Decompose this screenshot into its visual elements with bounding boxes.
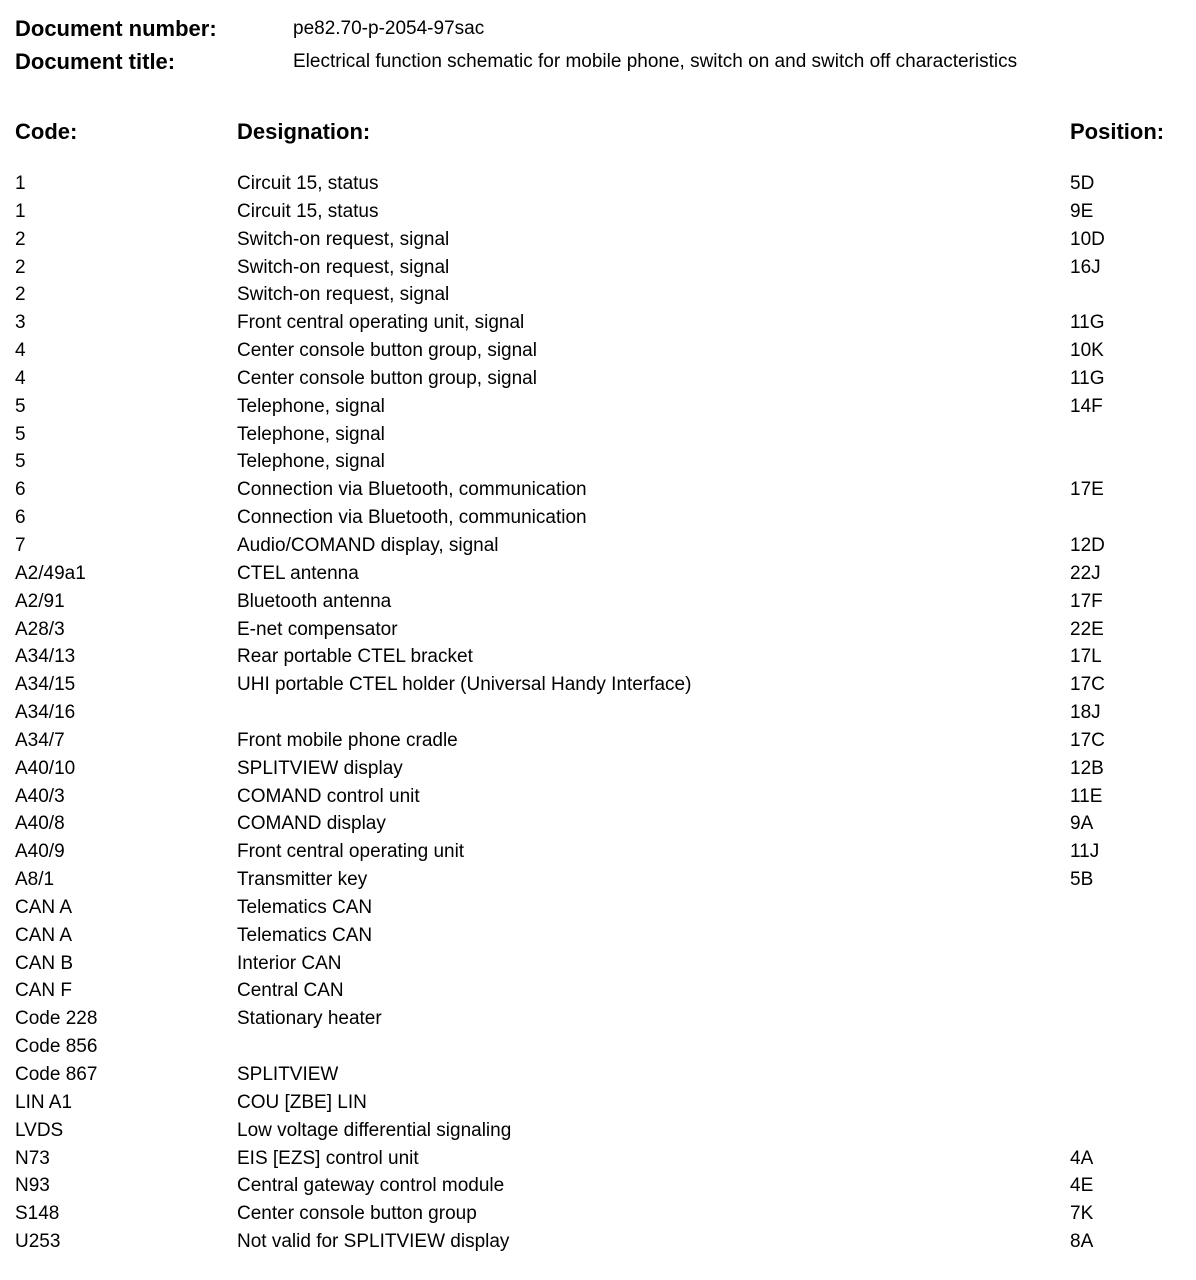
position-cell: 11E: [1070, 785, 1103, 807]
position-cell: 4A: [1070, 1147, 1094, 1169]
code-cell: 5: [15, 395, 26, 417]
code-cell: 2: [15, 256, 26, 278]
designation-cell: Central CAN: [237, 980, 344, 1002]
designation-column-header: Designation:: [237, 119, 371, 144]
table-row: [0, 1145, 1196, 1173]
table-row: [0, 699, 1196, 727]
designation-cell: COMAND display: [237, 813, 386, 835]
document-number-row: [15, 14, 1185, 44]
designation-cell: Front mobile phone cradle: [237, 729, 458, 751]
code-cell: 7: [15, 534, 26, 556]
table-row: [0, 950, 1196, 978]
designation-cell: Telematics CAN: [237, 924, 373, 946]
table-row: [0, 616, 1196, 644]
table-row: [0, 337, 1196, 365]
position-cell: 17F: [1070, 590, 1103, 612]
position-cell: 11J: [1070, 841, 1100, 863]
code-column-header: Code:: [15, 119, 78, 144]
table-header: [0, 116, 1196, 148]
table-row: [0, 504, 1196, 532]
position-cell: 8A: [1070, 1231, 1094, 1253]
code-cell: CAN F: [15, 980, 72, 1002]
code-cell: 2: [15, 228, 26, 250]
table-row: [0, 755, 1196, 783]
code-cell: A8/1: [15, 869, 55, 891]
designation-cell: CTEL antenna: [237, 562, 359, 584]
table-row: [0, 309, 1196, 337]
code-cell: A34/15: [15, 674, 76, 696]
position-cell: 11G: [1070, 367, 1105, 389]
code-cell: 1: [15, 200, 26, 222]
designation-cell: Not valid for SPLITVIEW display: [237, 1231, 510, 1253]
table-row: [0, 643, 1196, 671]
code-cell: 6: [15, 507, 26, 529]
designation-cell: SPLITVIEW: [237, 1064, 339, 1085]
position-cell: 12B: [1070, 757, 1104, 779]
designation-cell: SPLITVIEW display: [237, 757, 403, 779]
designation-cell: EIS [EZS] control unit: [237, 1147, 419, 1169]
table-row: [0, 1089, 1196, 1117]
designation-cell: Low voltage differential signaling: [237, 1119, 512, 1141]
table-row: [0, 365, 1196, 393]
position-cell: 4E: [1070, 1175, 1094, 1197]
code-cell: CAN A: [15, 924, 73, 946]
position-cell: 9E: [1070, 200, 1094, 222]
designation-cell: Switch-on request, signal: [237, 256, 450, 278]
document-title-value: Electrical function schematic for mobile phone, switch on and switch off characteristics: [293, 51, 1018, 72]
position-cell: 17C: [1070, 729, 1105, 751]
document-number-label: Document number:: [15, 16, 217, 41]
table-row: [0, 866, 1196, 894]
table-row: [0, 1200, 1196, 1228]
designation-cell: Interior CAN: [237, 952, 342, 974]
table-row: [0, 727, 1196, 755]
position-cell: 5B: [1070, 869, 1094, 891]
designation-cell: Center console button group: [237, 1203, 477, 1225]
code-cell: 2: [15, 284, 26, 306]
table-row: [0, 254, 1196, 282]
code-cell: A28/3: [15, 618, 65, 640]
designation-cell: Telematics CAN: [237, 896, 373, 918]
code-cell: U253: [15, 1231, 61, 1253]
designation-cell: Bluetooth antenna: [237, 590, 392, 612]
code-cell: A40/3: [15, 785, 65, 807]
document-number-value: pe82.70-p-2054-97sac: [293, 18, 485, 39]
position-cell: 10K: [1070, 340, 1104, 362]
designation-cell: Front central operating unit: [237, 841, 465, 863]
table-row: [0, 1033, 1196, 1061]
document-title-row: [15, 47, 1185, 77]
code-cell: CAN A: [15, 896, 73, 918]
designation-cell: Switch-on request, signal: [237, 228, 450, 250]
table-row: [0, 588, 1196, 616]
designation-cell: Front central operating unit, signal: [237, 312, 525, 334]
designation-cell: Audio/COMAND display, signal: [237, 534, 499, 556]
table-row: [0, 671, 1196, 699]
position-cell: 18J: [1070, 702, 1101, 724]
designation-cell: UHI portable CTEL holder (Universal Handy Interface): [237, 674, 692, 696]
position-cell: 22J: [1070, 562, 1101, 584]
designation-cell: Connection via Bluetooth, communication: [237, 507, 587, 529]
code-cell: A2/49a1: [15, 562, 86, 584]
designation-cell: Center console button group, signal: [237, 367, 537, 389]
code-cell: A2/91: [15, 590, 65, 612]
code-cell: LIN A1: [15, 1091, 73, 1113]
code-cell: 5: [15, 451, 26, 473]
table-row: [0, 1117, 1196, 1145]
position-cell: 12D: [1070, 534, 1105, 556]
designation-cell: Center console button group, signal: [237, 340, 537, 362]
table-row: [0, 977, 1196, 1005]
code-cell: A34/13: [15, 646, 76, 668]
table-row: [0, 170, 1196, 198]
position-cell: 17L: [1070, 646, 1102, 668]
position-cell: 17E: [1070, 479, 1104, 501]
position-cell: 11G: [1070, 312, 1105, 334]
table-row: [0, 1172, 1196, 1200]
code-cell: 3: [15, 312, 26, 334]
code-cell: 4: [15, 340, 26, 362]
designation-cell: Telephone, signal: [237, 451, 385, 473]
code-cell: A40/10: [15, 757, 76, 779]
code-cell: A34/7: [15, 729, 65, 751]
table-row: [0, 1005, 1196, 1033]
table-row: [0, 198, 1196, 226]
document-title-label: Document title:: [15, 49, 176, 74]
designation-cell: Rear portable CTEL bracket: [237, 646, 473, 668]
table-row: [0, 393, 1196, 421]
designation-cell: Connection via Bluetooth, communication: [237, 479, 587, 501]
code-cell: 5: [15, 423, 26, 445]
designation-cell: Telephone, signal: [237, 423, 385, 445]
code-cell: CAN B: [15, 952, 74, 974]
code-cell: Code 867: [15, 1064, 98, 1085]
code-cell: A40/8: [15, 813, 65, 835]
code-cell: LVDS: [15, 1119, 64, 1141]
position-cell: 22E: [1070, 618, 1104, 640]
position-cell: 5D: [1070, 173, 1095, 194]
table-row: [0, 448, 1196, 476]
table-row: [0, 421, 1196, 449]
position-cell: 10D: [1070, 228, 1105, 250]
code-cell: Code 228: [15, 1008, 98, 1030]
position-cell: 14F: [1070, 395, 1103, 417]
legend-table: [0, 170, 1196, 1256]
table-row: [0, 838, 1196, 866]
designation-cell: Circuit 15, status: [237, 173, 379, 194]
designation-cell: COMAND control unit: [237, 785, 420, 807]
table-row: [0, 560, 1196, 588]
code-cell: A40/9: [15, 841, 65, 863]
code-cell: N73: [15, 1147, 50, 1169]
designation-cell: Switch-on request, signal: [237, 284, 450, 306]
table-row: [0, 810, 1196, 838]
designation-cell: E-net compensator: [237, 618, 398, 640]
position-cell: 17C: [1070, 674, 1105, 696]
designation-cell: Central gateway control module: [237, 1175, 505, 1197]
designation-cell: Circuit 15, status: [237, 200, 379, 222]
position-column-header: Position:: [1070, 119, 1165, 144]
position-cell: 7K: [1070, 1203, 1094, 1225]
table-row: [0, 281, 1196, 309]
table-row: [0, 894, 1196, 922]
code-cell: 1: [15, 173, 26, 194]
designation-cell: Telephone, signal: [237, 395, 385, 417]
code-cell: N93: [15, 1175, 50, 1197]
table-row: [0, 476, 1196, 504]
table-row: [0, 532, 1196, 560]
designation-cell: Transmitter key: [237, 869, 368, 891]
code-cell: A34/16: [15, 702, 76, 724]
table-row: [0, 922, 1196, 950]
designation-cell: Stationary heater: [237, 1008, 382, 1030]
designation-cell: COU [ZBE] LIN: [237, 1091, 367, 1113]
position-cell: 9A: [1070, 813, 1094, 835]
position-cell: 16J: [1070, 256, 1101, 278]
table-row: [0, 226, 1196, 254]
code-cell: S148: [15, 1203, 60, 1225]
code-cell: Code 856: [15, 1036, 98, 1058]
table-row: [0, 1228, 1196, 1256]
code-cell: 4: [15, 367, 26, 389]
table-row: [0, 783, 1196, 811]
table-row: [0, 1061, 1196, 1089]
code-cell: 6: [15, 479, 26, 501]
